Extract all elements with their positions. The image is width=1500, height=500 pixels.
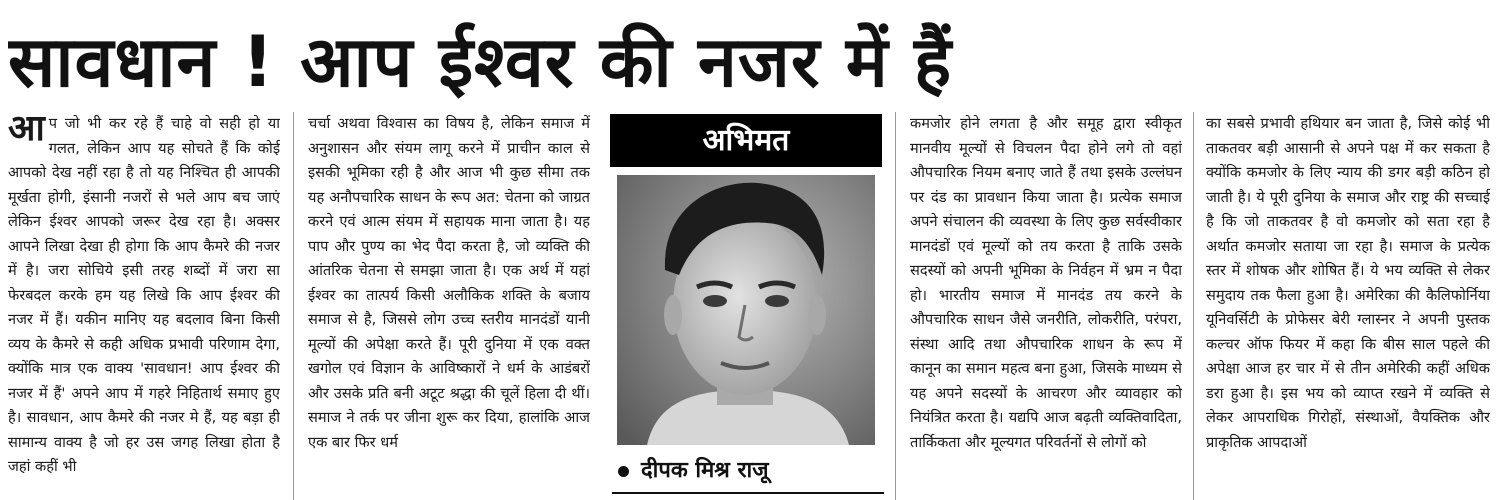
caption-underline [612,492,884,494]
article-column-2 [308,112,590,500]
column-1-text: प जो भी कर रहे हैं चाहे वो सही हो या गलत, लेकिन आप यह सोचते हैं कि कोई आपको देख नहीं रहा है तो यह निश्चित ही आपकी मूर्खता होगी, इंसानी नजरों से भले आप बच जाएं लेकिन ईश्वर आपको जरूर देख रहा है। अक्सर आपने लिखा देखा ही होगा कि आप कैमरे की नजर में है। जरा सोचिये इसी तरह शब्दों में जरा सा फेरबदल करके हम यह लिखे कि आप ईश्वर की नजर में हैं। यकीन मानिए यह बदलाव बिना किसी व्यय के कैमरे से कही अधिक प्रभावी परिणाम देगा, क्योंकि मात्र एक वाक्य 'सावधान! आप ईश्वर की नजर में हैं' अपने आप में गहरे निहितार्थ समाए हुए है। सावधान, आप कैमरे की नजर मे हैं, यह बड़ा ही सामान्य वाक्य है जो हर उस जगह लिखा होता है जहां कहीं भी [8,115,280,475]
article-column-4 [1206,112,1490,500]
portrait-image [617,175,875,445]
drop-cap: आ [8,112,45,149]
article-column-1 [8,112,280,500]
column-3-text: कमजोर होने लगता है और समूह द्वारा स्वीकृत मानवीय मूल्यों से विचलन पैदा होने लगे तो वहां औपचारिक नियम बनाए जाते हैं तथा इसके उल्लंघन पर दंड का प्रावधान किया जाता है। प्रत्येक समाज अपने संचालन की व्यवस्था के लिए कुछ सर्वस्वीकार मानदंडों एवं मूल्यों को तय करता है ताकि उसके सदस्यों को अपनी भूमिका के निर्वहन में भ्रम न पैदा हो। भारतीय समाज में मानदंड तय करने के औपचारिक साधन जैसे जनरीति, लोकरीति, परंपरा, संस्था आदि तथा औपचारिक शाधन के रूप में कानून का समान महत्व बना हुआ, जिसके माध्यम से यह अपने सदस्यों के आचरण और व्यावहार को नियंत्रित करता है। यद्यपि आज बढ़ती व्यक्तिवादिता, तार्किकता और मूल्यगत परिवर्तनों से लोगों को [910,115,1182,451]
column-divider [1193,112,1194,500]
author-photo [617,175,875,445]
column-divider [895,112,896,500]
column-4-text: का सबसे प्रभावी हथियार बन जाता है, जिसे कोई भी ताकतवर बड़ी आसानी से अपने पक्ष में कर सकता है क्योंकि कमजोर के लिए न्याय की डगर बड़ी कठिन हो जाती है। ये पूरी दुनिया के समाज और राष्ट्र की सच्चाई है कि जो ताकतवर है वो कमजोर को सता रहा है अर्थात कमजोर सताया जा रहा है। समाज के प्रत्येक स्तर में शोषक और शोषित हैं। ये भय व्यक्ति से लेकर समुदाय तक फैला हुआ है। अमेरिका की कैलिफोर्निया यूनिवर्सिटी के प्रोफेसर बेरी ग्लास्नर ने अपनी पुस्तक कल्चर ऑफ फियर में कहा कि बीस साल पहले की अपेक्षा आज हर चार में से तीन अमेरिकी कहीं अधिक डरा हुआ है। इस भय को व्याप्त रखने में व्यक्ति से लेकर आपराधिक गिरोहों, संस्थाओं, वैयक्तिक और प्राकृतिक आपदाओं [1206,115,1490,451]
column-2-text: चर्चा अथवा विश्वास का विषय है, लेकिन समाज में अनुशासन और संयम लागू करने में प्राचीन काल से इसकी भूमिका रही है और आज भी कुछ सीमा तक यह अनौपचारिक साधन के रूप अत: चेतना को जाग्रत करने एवं आत्म संयम में सहायक माना जाता है। यह पाप और पुण्य का भेद पैदा करता है, जो व्यक्ति की आंतरिक चेतना से समझा जाता है। एक अर्थ में यहां ईश्वर का तात्पर्य किसी अलौकिक शक्ति के बजाय समाज से है, जिससे लोग उच्च स्तरीय मानदंडों यानी मूल्यों की अपेक्षा करते हैं। पूरी दुनिया में एक वक्त खगोल एवं विज्ञान के आविष्कारों ने धर्म के आडंबरों और उसके प्रति बनी अटूट श्रद्धा की चूलें हिला दी थीं। समाज ने तर्क पर जीना शुरू कर दिया, हालांकि आज एक बार फिर धर्म [308,115,590,451]
column-divider [293,112,294,500]
author-byline [618,456,878,486]
bullet-icon [618,466,629,477]
author-name: दीपक मिश्र राजू [641,458,769,483]
article-column-3 [910,112,1182,500]
headline: सावधान ! आप ईश्वर की नजर में हैं [8,22,953,102]
section-label-abhimat: अभिमत [610,114,882,167]
